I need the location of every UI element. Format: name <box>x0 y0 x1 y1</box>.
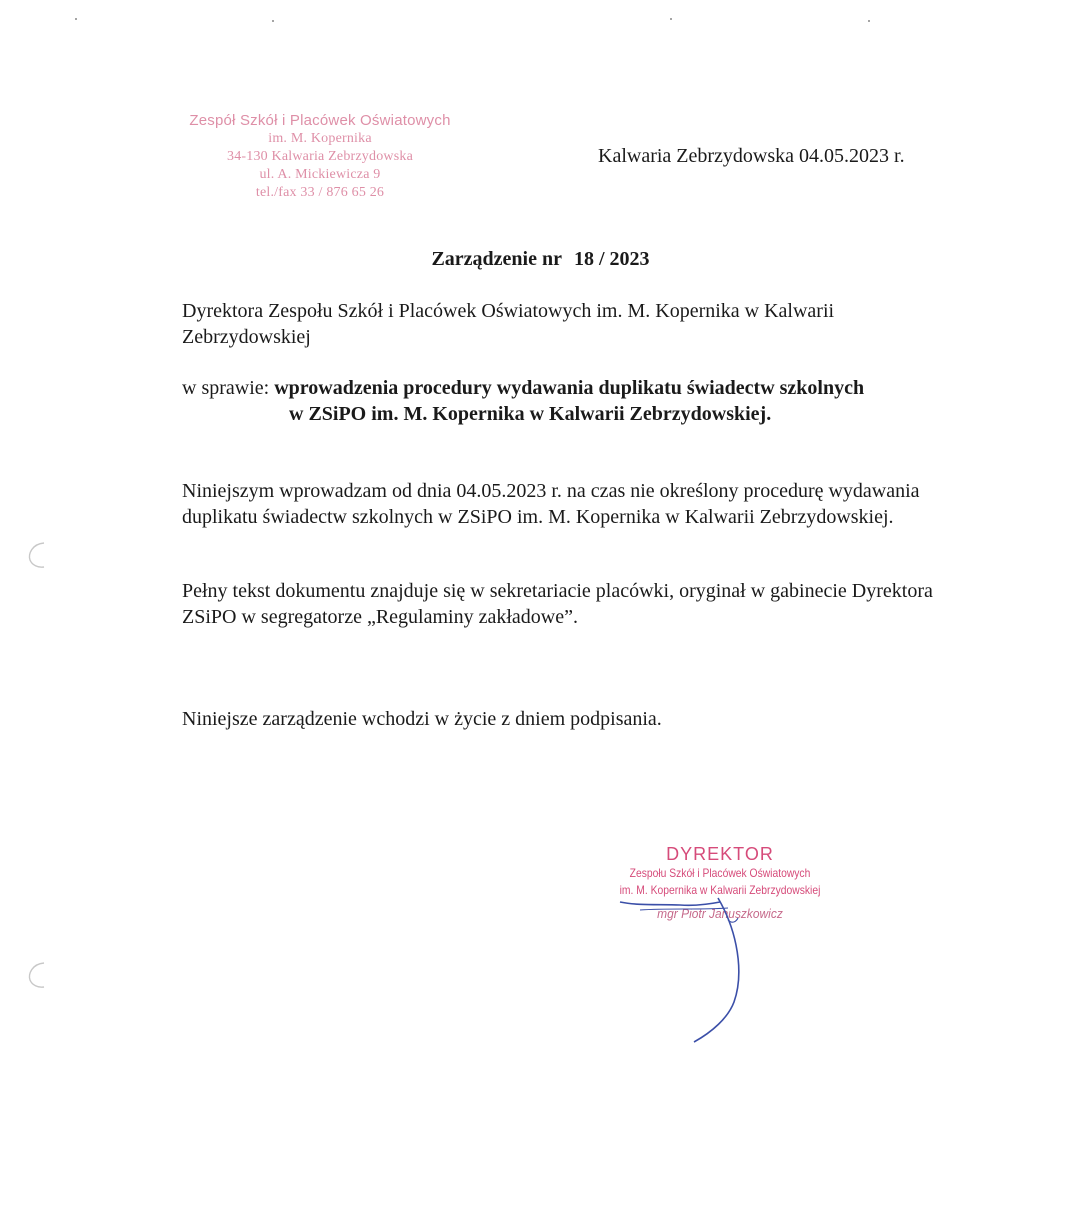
school-stamp-line5: tel./fax 33 / 876 65 26 <box>255 185 385 200</box>
subject-prefix: w sprawie: <box>182 377 270 399</box>
scan-speck <box>75 18 77 20</box>
subject <box>182 375 962 427</box>
director-stamp-line2: im. M. Kopernika w Kalwarii Zebrzydowskiej <box>619 883 821 897</box>
school-stamp-line3: 34-130 Kalwaria Zebrzydowska <box>227 149 413 164</box>
subject-line2: w ZSiPO im. M. Kopernika w Kalwarii Zebrzydowskiej. <box>289 403 772 425</box>
school-stamp-line4: ul. A. Mickiewicza 9 <box>259 167 381 182</box>
paragraph-effective: Niniejsze zarządzenie wchodzi w życie z dniem podpisania. <box>182 708 662 730</box>
issuer: Dyrektora Zespołu Szkół i Placówek Oświatowych im. M. Kopernika w Kalwarii Zebrzydowskiej <box>182 300 835 348</box>
school-stamp-line2: im. M. Kopernika <box>268 131 372 146</box>
scan-speck <box>868 20 870 22</box>
title-number: 18 / 2023 <box>573 248 650 270</box>
paragraph-location: Pełny tekst dokumentu znajduje się w sekretariacie placówki, oryginał w gabinecie Dyrektora ZSiPO w segregatorze „Regulaminy zakładowe”. <box>182 580 933 628</box>
place-and-date: Kalwaria Zebrzydowska 04.05.2023 r. <box>598 145 905 167</box>
scan-speck <box>272 20 274 22</box>
scan-speck <box>670 18 672 20</box>
paragraph-introduction: Niniejszym wprowadzam od dnia 04.05.2023 r. na czas nie określony procedurę wydawania duplikatu świadectw szkolnych w ZSiPO im. M. Kopernika w Kalwarii Zebrzydowskiej. <box>182 480 920 528</box>
director-stamp-title: DYREKTOR <box>666 844 774 864</box>
punch-hole-icon <box>24 960 54 990</box>
school-stamp <box>170 112 470 202</box>
title-label: Zarządzenie nr <box>431 248 562 270</box>
punch-hole-icon <box>24 540 54 570</box>
document-title <box>0 248 1081 271</box>
signature-icon <box>600 880 800 1050</box>
subject-line1: wprowadzenia procedury wydawania duplikatu świadectw szkolnych <box>274 377 865 399</box>
director-stamp-line1: Zespołu Szkół i Placówek Oświatowych <box>629 866 811 880</box>
school-stamp-line1: Zespół Szkół i Placówek Oświatowych <box>189 112 451 129</box>
director-name: mgr Piotr Januszkowicz <box>657 906 783 921</box>
